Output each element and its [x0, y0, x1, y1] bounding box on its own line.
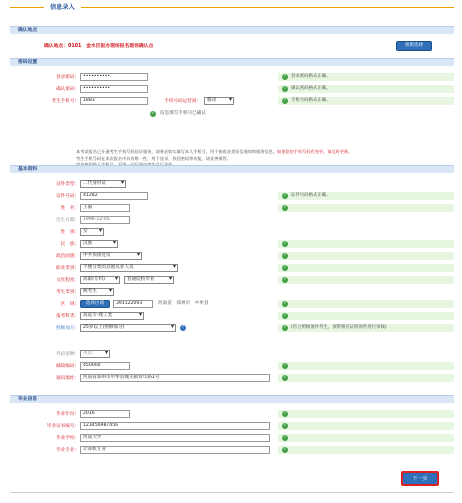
- select-region-button[interactable]: 选择区域: [80, 300, 110, 308]
- confirm-password-status: ✓ 确认密码格式正确。: [278, 85, 454, 93]
- check-icon: ✓: [283, 313, 287, 318]
- region-status: [278, 300, 454, 308]
- postcode-status: [278, 362, 454, 370]
- foreign-select: 英语 ▾: [80, 350, 110, 358]
- page-header: [10, 2, 454, 14]
- check-icon: ✓: [283, 423, 287, 428]
- major-input[interactable]: 计算机专业: [80, 446, 270, 454]
- check-icon: ✓: [283, 363, 287, 368]
- info-icon[interactable]: ?: [181, 325, 185, 330]
- section-password: 密码设置: [10, 58, 454, 66]
- name-row: 姓 名: 王毅 ✓: [10, 204, 454, 214]
- apply-row: 报考科类: 高起专-理工类 ▾ ✓: [10, 312, 454, 322]
- foreign-row: 外语语种: 英语 ▾: [10, 350, 454, 360]
- idtype-row: 证件类型: 二代身份证 ▾: [10, 180, 454, 190]
- birth-input: 1996-12-05: [80, 216, 130, 224]
- confirm-password-input[interactable]: ••••••••••: [80, 85, 148, 93]
- check-icon: ✓: [283, 277, 287, 282]
- phone-status: ✓ 手机号码格式正确。: [278, 97, 454, 105]
- phone-input[interactable]: 1883: [80, 97, 148, 105]
- school-status: [278, 434, 454, 442]
- school-input[interactable]: 河南大学: [80, 434, 270, 442]
- check-icon: ✓: [151, 111, 155, 116]
- phone-verified-text: 信息填写手机号已确认: [160, 111, 206, 116]
- education-sub-select[interactable]: 普通院校毕业 ▾: [124, 276, 174, 284]
- region-text: 河南省 郑州市 中牟县: [158, 301, 209, 306]
- password-status: ✓ 登录密码格式正确。: [278, 73, 454, 81]
- section-confirm: 确认地点: [10, 26, 454, 34]
- check-icon: ✓: [283, 375, 287, 380]
- education-row: 文化程度: 高职(专科) ▾ 普通院校毕业 ▾ ✓: [10, 276, 454, 286]
- idtype-select[interactable]: 二代身份证 ▾: [80, 180, 126, 188]
- phone-row: [10, 97, 454, 107]
- name-input[interactable]: 王毅: [80, 204, 130, 212]
- confirm-password-row: [10, 85, 454, 95]
- idno-status: ✓ 证件号码格式正确。: [278, 192, 454, 200]
- occupation-row: 职业类别: 不便分类的其他从业人员 ▾ ✓: [10, 264, 454, 274]
- address-input[interactable]: 河南省郑州市中牟县城关镇青年路1号: [80, 374, 270, 382]
- cert-input[interactable]: 123456987456: [80, 422, 270, 430]
- check-icon: ✓: [283, 241, 287, 246]
- grad-year-status: [278, 410, 454, 418]
- postcode-input[interactable]: 450000: [80, 362, 130, 370]
- address-row: 通讯地址: 河南省郑州市中牟县城关镇青年路1号 ✓: [10, 374, 454, 384]
- confirm-password-label: 确认密码:: [56, 87, 76, 92]
- occupation-status: [278, 264, 454, 272]
- education-status: [278, 276, 454, 284]
- region-code-input: 391122003: [113, 300, 153, 308]
- grad-year-row: 毕业年份: 2016 ✓: [10, 410, 454, 420]
- idno-input[interactable]: 41282: [80, 192, 148, 200]
- grad-year-input[interactable]: 2016: [80, 410, 130, 418]
- password-input[interactable]: ••••••••••: [80, 73, 148, 81]
- ethnic-row: 民 族: 汉族 ▾ ✓: [10, 240, 454, 250]
- check-icon: ✓: [283, 301, 287, 306]
- cert-status: [278, 422, 454, 430]
- phone-notice: 本考试报名已开通考生手机号码验证服务，请务必如实填写本人手机号，用于接收各类短信通知和服务信息。如果您的手机号码有变更，请及时更新。 考生手机号码在本次报名中具有唯一性，用于登录、找回密码等功能，请妥善保管。: [76, 149, 353, 161]
- political-select[interactable]: 中共预备党员 ▾: [80, 252, 142, 260]
- postcode-row: 邮政编码: 450000 ✓: [10, 362, 454, 372]
- check-icon: ✓: [283, 193, 287, 198]
- check-icon: ✓: [283, 205, 287, 210]
- reselect-button[interactable]: 重新选择: [396, 41, 432, 51]
- birth-row: 出生日期: 1996-12-05: [10, 216, 454, 226]
- exemption-status: ✓ (符合照顾条件考生，须带相应证明原件进行审核): [278, 324, 454, 332]
- occupation-select[interactable]: 不便分类的其他从业人员 ▾: [80, 264, 178, 272]
- check-icon: ✓: [283, 265, 287, 270]
- check-icon: ✓: [283, 74, 287, 79]
- confirm-row: [10, 38, 454, 52]
- ethnic-status: [278, 240, 454, 248]
- carrier-label: 手机号码运营商:: [164, 99, 198, 104]
- section-basic: 基本资料: [10, 165, 454, 173]
- school-row: 毕业学校: 河南大学 ✓: [10, 434, 454, 444]
- next-button[interactable]: 下一步: [401, 471, 439, 486]
- gender-select[interactable]: 女 ▾: [80, 228, 104, 236]
- ethnic-select[interactable]: 汉族 ▾: [80, 240, 118, 248]
- region-row: 区 域: 选择区域 391122003 河南省 郑州市 中牟县 ✓: [10, 300, 454, 310]
- apply-select[interactable]: 高起专-理工类 ▾: [80, 312, 144, 320]
- confirm-location-text: 确认地点：0101 金水区报办现场报名现场确认点: [44, 44, 154, 49]
- page-title: 信息录入: [44, 2, 81, 13]
- password-row: [10, 73, 454, 83]
- bottom-divider: [10, 492, 454, 493]
- check-icon: ✓: [283, 86, 287, 91]
- phone-verified-row: [10, 110, 454, 120]
- major-row: 毕业专业: 计算机专业 ✓: [10, 446, 454, 456]
- education-select[interactable]: 高职(专科) ▾: [80, 276, 120, 284]
- exemption-select[interactable]: 25岁以上(照顾加分) ▾: [80, 324, 176, 332]
- check-icon: ✓: [283, 253, 287, 258]
- carrier-select[interactable]: 移动 ▾: [204, 97, 234, 105]
- section-graduation: 毕业信息: [10, 395, 454, 403]
- check-icon: ✓: [283, 325, 287, 330]
- major-status: [278, 446, 454, 454]
- name-status: [278, 204, 454, 212]
- check-icon: ✓: [283, 411, 287, 416]
- check-icon: ✓: [283, 98, 287, 103]
- address-status: [278, 374, 454, 382]
- check-icon: ✓: [283, 447, 287, 452]
- cert-row: 毕业证书编号: 123456987456 ✓: [10, 422, 454, 432]
- political-row: 政治面貌: 中共预备党员 ▾ ✓: [10, 252, 454, 262]
- exemption-row: 照顾加分: 25岁以上(照顾加分) ▾ ? ✓ (符合照顾条件考生，须带相应证明原件进行审核): [10, 324, 454, 334]
- candidate-row: 考生类别: 统考生 ▾: [10, 288, 454, 298]
- candidate-select[interactable]: 统考生 ▾: [80, 288, 114, 296]
- idno-row: 证件号码: 41282 ✓ 证件号码格式正确。: [10, 192, 454, 202]
- gender-row: 性 别: 女 ▾: [10, 228, 454, 238]
- apply-status: [278, 312, 454, 320]
- password-label: 登录密码:: [56, 75, 76, 80]
- phone-label: 考生手机号:: [51, 99, 76, 104]
- check-icon: ✓: [283, 435, 287, 440]
- political-status: [278, 252, 454, 260]
